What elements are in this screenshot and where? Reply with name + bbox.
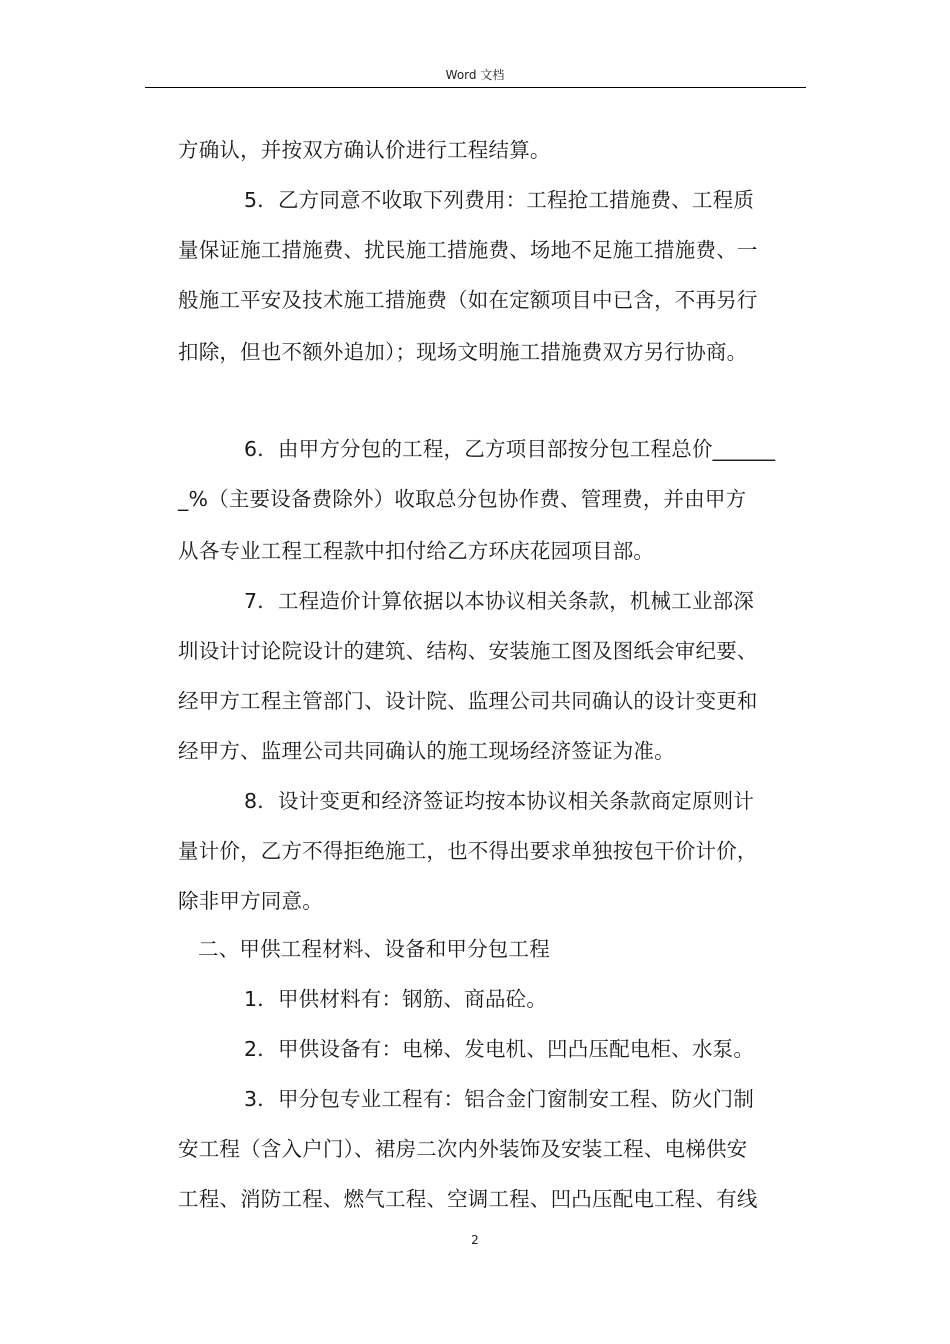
header-rule: [145, 87, 806, 88]
body-line: 方确认，并按双方确认价进行工程结算。: [178, 138, 551, 162]
supply-item-1: 1．甲供材料有：钢筋、商品砼。: [244, 987, 548, 1011]
body-line: 量计价，乙方不得拒绝施工，也不得出要求单独按包干价计价，: [178, 839, 758, 863]
clause-7-line: 7．工程造价计算依据以本协议相关条款，机械工业部深: [244, 589, 755, 613]
body-line: 除非甲方同意。: [178, 889, 323, 913]
clause-6-line: 6．由甲方分包的工程，乙方项目部按分包工程总价______: [244, 437, 776, 461]
body-line: 量保证施工措施费、扰民施工措施费、场地不足施工措施费、一: [178, 238, 758, 262]
page-header: Word 文档: [445, 68, 505, 82]
page-number: 2: [471, 1233, 479, 1247]
body-line: 扣除，但也不额外追加）；现场文明施工措施费双方另行协商。: [178, 340, 748, 364]
supply-item-3: 3．甲分包专业工程有：铝合金门窗制安工程、防火门制: [244, 1087, 755, 1111]
body-line: 圳设计讨论院设计的建筑、结构、安装施工图及图纸会审纪要、: [178, 639, 758, 663]
clause-8-line: 8．设计变更和经济签证均按本协议相关条款商定原则计: [244, 789, 755, 813]
body-line: 般施工平安及技术施工措施费（如在定额项目中已含，不再另行: [178, 288, 758, 312]
clause-5-line: 5．乙方同意不收取下列费用：工程抢工措施费、工程质: [244, 188, 755, 212]
body-line: 安工程（含入户门）、裙房二次内外装饰及安装工程、电梯供安: [178, 1137, 748, 1161]
body-line: 从各专业工程工程款中扣付给乙方环庆花园项目部。: [178, 539, 655, 563]
body-line: 工程、消防工程、燃气工程、空调工程、凹凸压配电工程、有线: [178, 1187, 758, 1211]
section-heading: 二、甲供工程材料、设备和甲分包工程: [198, 937, 550, 961]
body-line: 经甲方、监理公司共同确认的施工现场经济签证为准。: [178, 739, 675, 763]
body-line: 经甲方工程主管部门、设计院、监理公司共同确认的设计变更和: [178, 689, 758, 713]
supply-item-2: 2．甲供设备有：电梯、发电机、凹凸压配电柜、水泵。: [244, 1037, 755, 1061]
body-line: _%（主要设备费除外）收取总分包协作费、管理费，并由甲方: [178, 487, 747, 511]
